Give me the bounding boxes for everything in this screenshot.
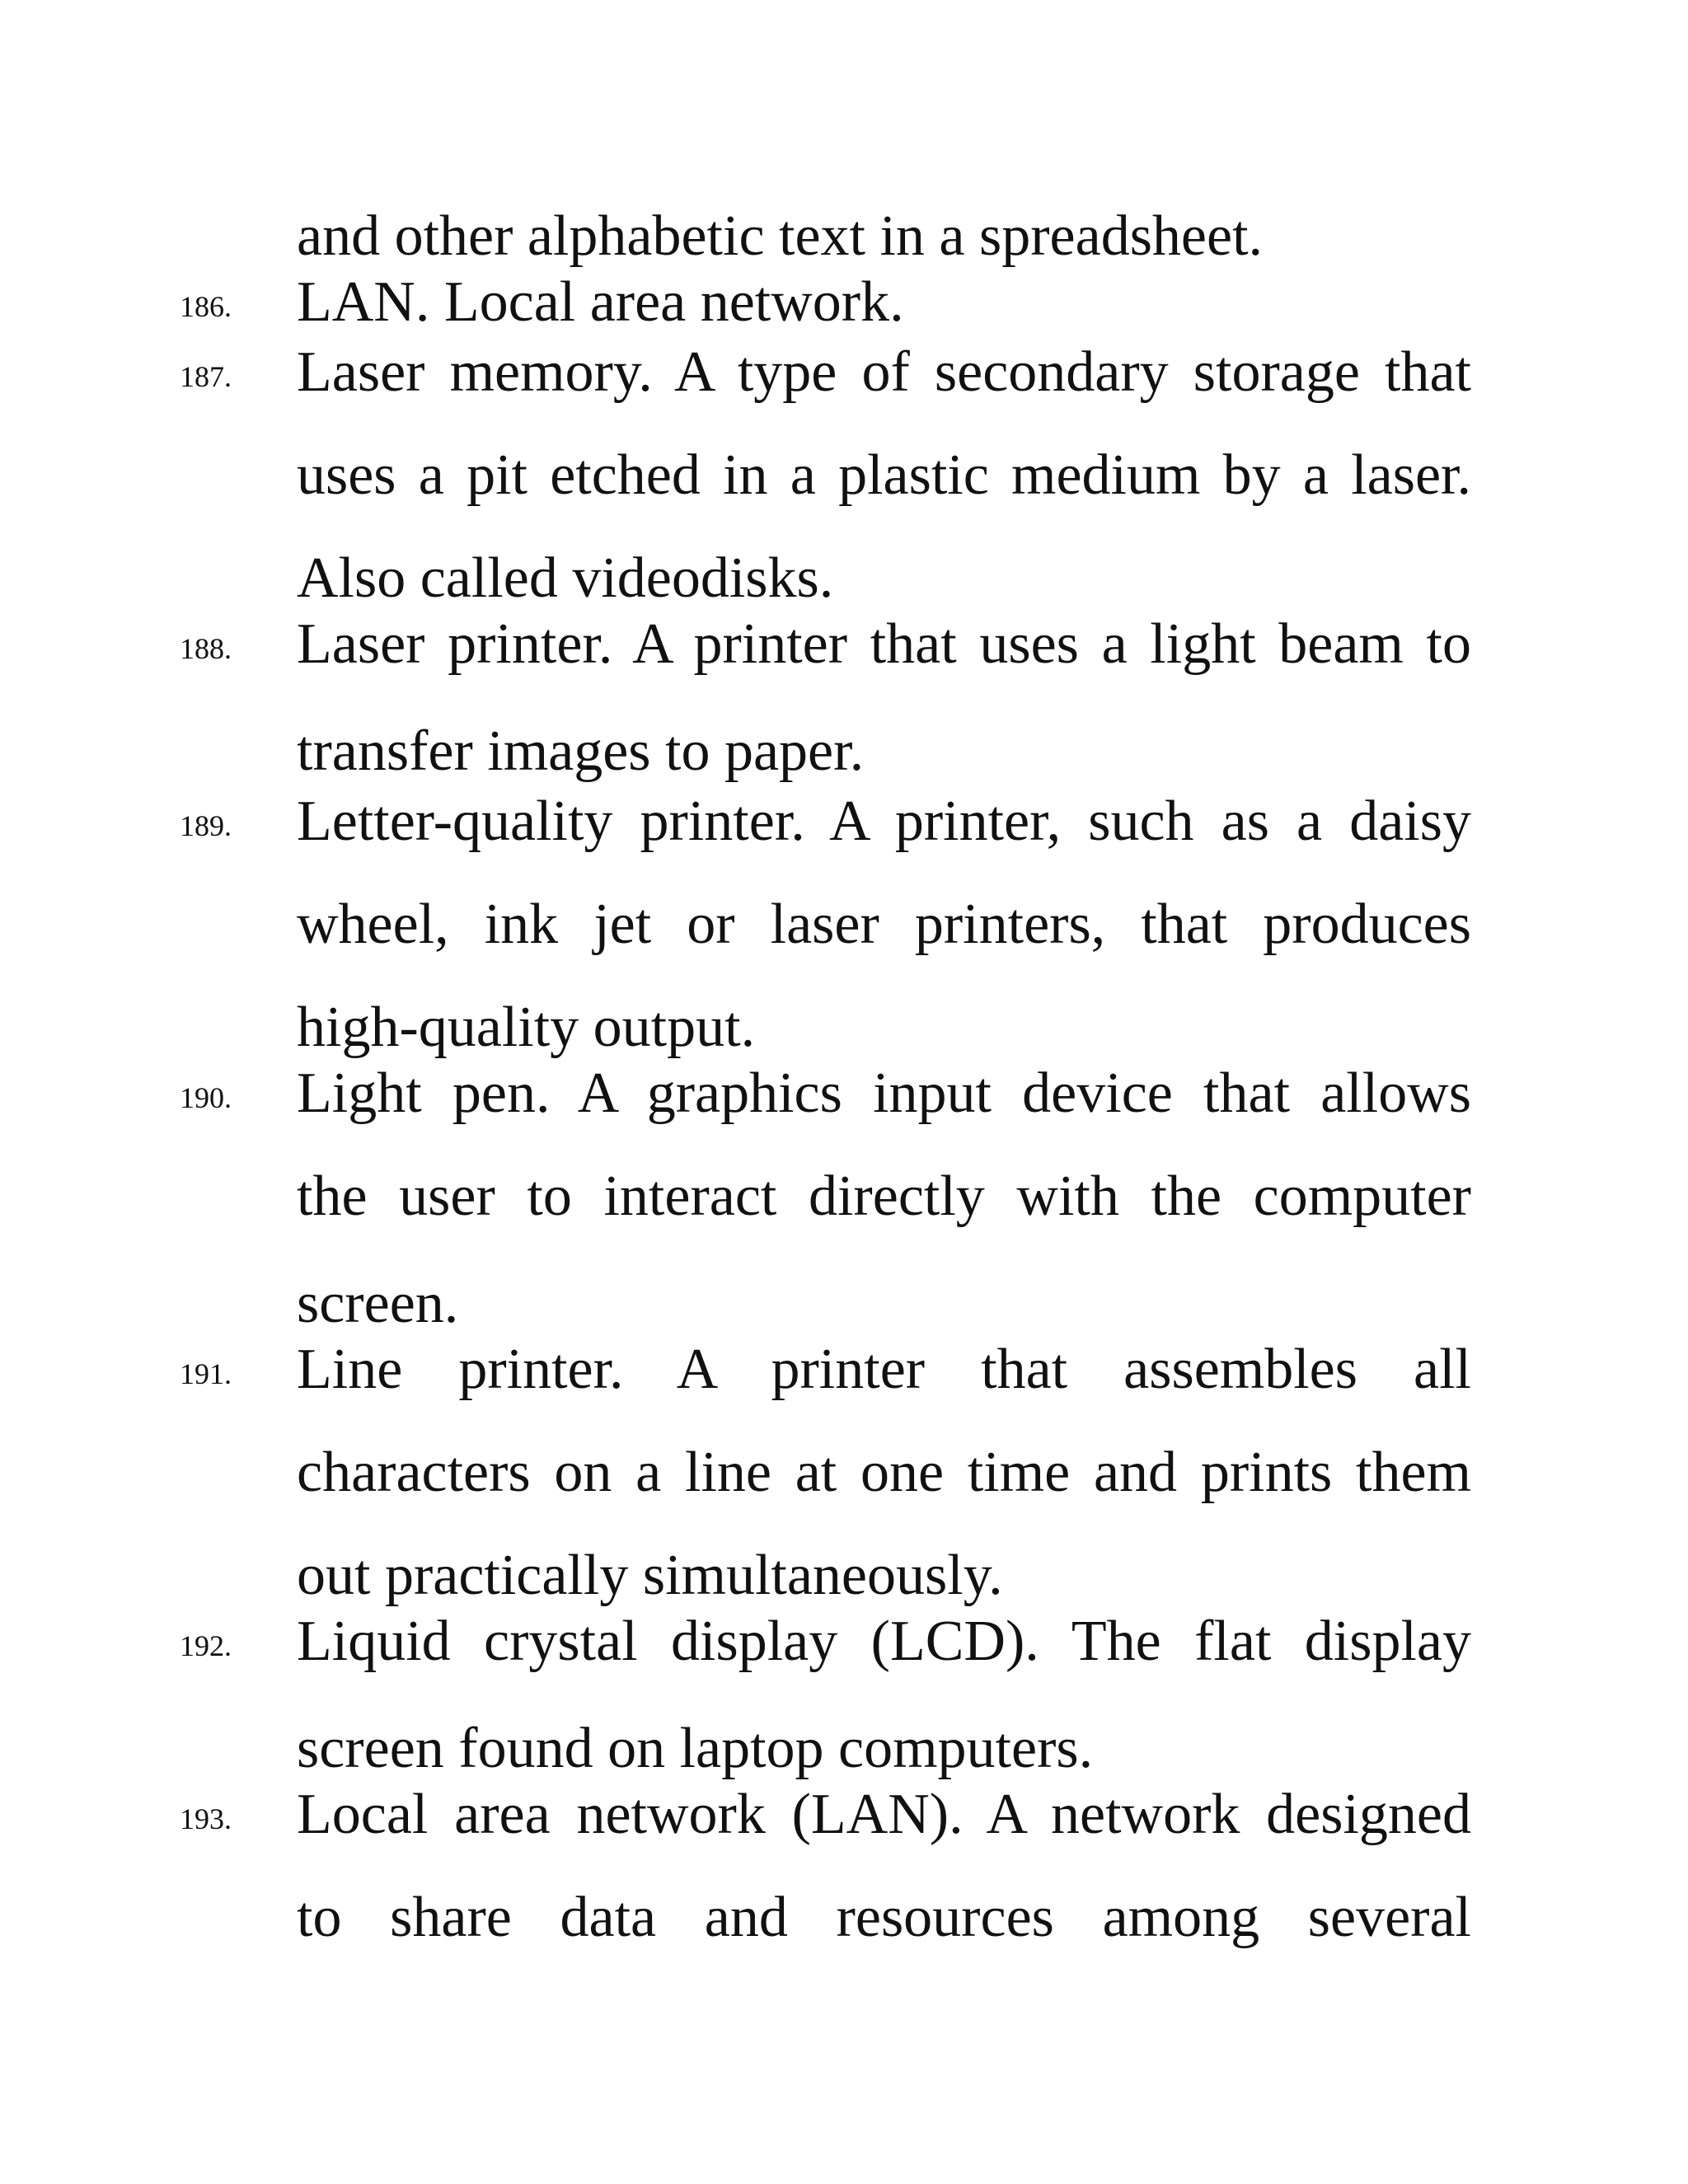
entry-text-line: screen. [297, 1272, 459, 1335]
entry-number: 192. [180, 1629, 232, 1662]
entry-text-line: Liquid crystal display (LCD). The flat display [297, 1610, 1471, 1673]
entry-text-line: transfer images to paper. [297, 719, 865, 783]
entry-text-line: wheel, ink jet or laser printers, that produces [297, 893, 1471, 956]
entry-text-line: out practically simultaneously. [297, 1544, 1003, 1607]
entry-text-line: uses a pit etched in a plastic medium by a laser. [297, 443, 1471, 507]
entry-number: 189. [180, 809, 232, 842]
entry-text-line: high-quality output. [297, 996, 756, 1059]
entry-text-line: Light pen. A graphics input device that allows [297, 1062, 1471, 1125]
entry-text-line: Line printer. A printer that assembles all [297, 1338, 1471, 1401]
entry-text-line: characters on a line at one time and prints them [297, 1441, 1471, 1504]
entry-text-line: and other alphabetic text in a spreadsheet. [297, 204, 1264, 268]
entry-text-line: Laser printer. A printer that uses a light beam to [297, 612, 1471, 676]
entry-number: 187. [180, 360, 232, 393]
entry-text-line: the user to interact directly with the computer [297, 1165, 1471, 1228]
entry-text-line: Also called videodisks. [297, 546, 834, 610]
entry-number: 193. [180, 1802, 232, 1835]
entry-number: 186. [180, 290, 232, 323]
entry-text-line: to share data and resources among several [297, 1886, 1471, 1949]
entry-text-line: Letter-quality printer. A printer, such as a daisy [297, 790, 1471, 853]
entry-text-line: Local area network (LAN). A network designed [297, 1783, 1471, 1846]
entry-text-line: Laser memory. A type of secondary storage that [297, 340, 1471, 404]
entry-text-line: LAN. Local area network. [297, 270, 904, 334]
entry-number: 191. [180, 1357, 232, 1390]
entry-text-line: screen found on laptop computers. [297, 1717, 1094, 1780]
entry-number: 188. [180, 632, 232, 665]
entry-number: 190. [180, 1081, 232, 1114]
